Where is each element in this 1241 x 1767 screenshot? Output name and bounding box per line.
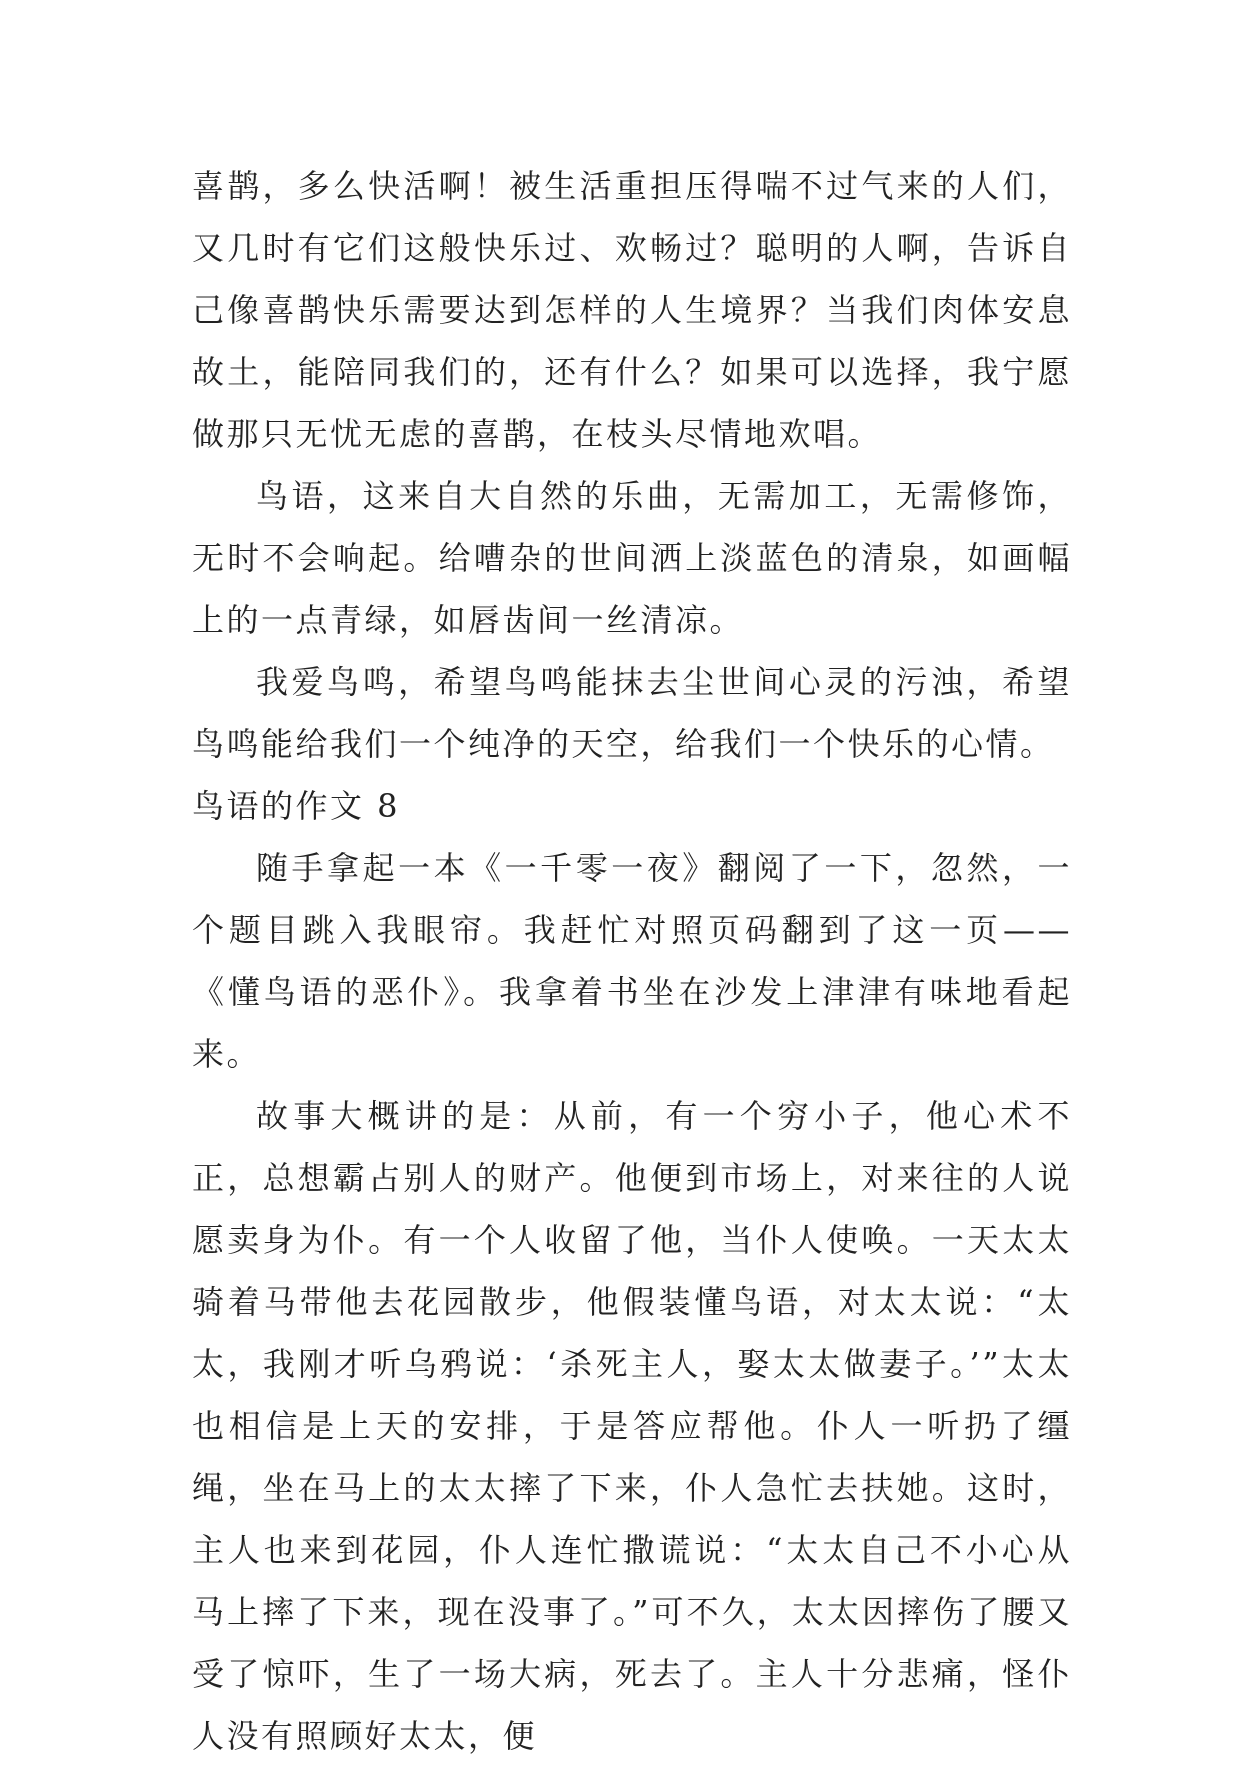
- paragraph-book-intro: 随手拿起一本《一千零一夜》翻阅了一下，忽然，一个题目跳入我眼帘。我赶忙对照页码翻到了这一页——《懂鸟语的恶仆》。我拿着书坐在沙发上津津有味地看起来。: [192, 849, 1072, 1073]
- document-body: [192, 155, 1072, 1767]
- paragraph-birdsong: 鸟语，这来自大自然的乐曲，无需加工，无需修饰，无时不会响起。给嘈杂的世间洒上淡蓝色的清泉，如画幅上的一点青绿，如唇齿间一丝清凉。: [192, 477, 1072, 639]
- paragraph-love-birdsong: 我爱鸟鸣，希望鸟鸣能抹去尘世间心灵的污浊，希望鸟鸣能给我们一个纯净的天空，给我们一个快乐的心情。: [192, 663, 1072, 763]
- paragraph-continued: 喜鹊，多么快活啊！被生活重担压得喘不过气来的人们，又几时有它们这般快乐过、欢畅过？聪明的人啊，告诉自己像喜鹊快乐需要达到怎样的人生境界？当我们肉体安息故土，能陪同我们的，还有什么？如果可以选择，我宁愿做那只无忧无虑的喜鹊，在枝头尽情地欢唱。: [192, 167, 1072, 453]
- paragraph-story: 故事大概讲的是：从前，有一个穷小子，他心术不正，总想霸占别人的财产。他便到市场上，对来往的人说愿卖身为仆。有一个人收留了他，当仆人使唤。一天太太骑着马带他去花园散步，他假装懂鸟语，对太太说：“太太，我刚才听乌鸦说：‘杀死主人，娶太太做妻子。’”太太也相信是上天的安排，于是答应帮他。仆人一听扔了缰绳，坐在马上的太太摔了下来，仆人急忙去扶她。这时，主人也来到花园，仆人连忙撒谎说：“太太自己不小心从马上摔了下来，现在没事了。”可不久，太太因摔伤了腰又受了惊吓，生了一场大病，死去了。主人十分悲痛，怪仆人没有照顾好太太，便: [192, 1097, 1072, 1755]
- section-heading: 鸟语的作文 8: [192, 787, 401, 825]
